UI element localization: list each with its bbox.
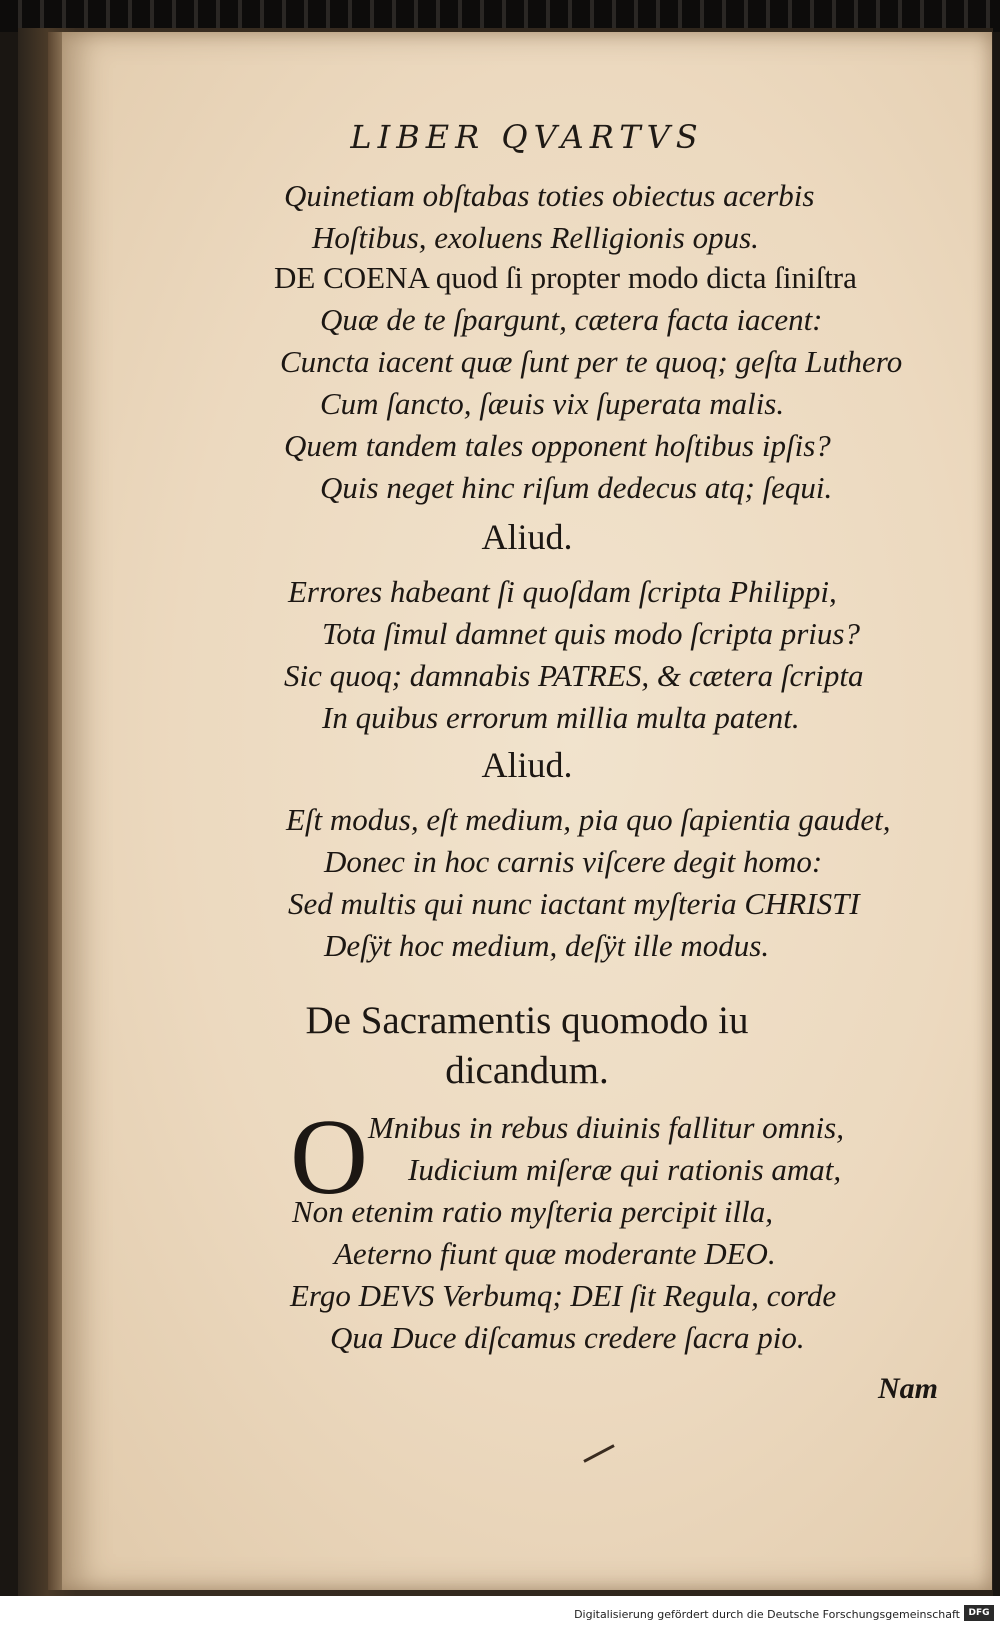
verse-line: Donec in hoc carnis viſcere degit homo:	[324, 844, 823, 879]
verse-line: Errores habeant ſi quoſdam ſcripta Philippi,	[288, 574, 837, 609]
decorated-initial: O	[290, 1098, 368, 1217]
verse-line: Hoſtibus, exoluens Relligionis opus.	[312, 220, 759, 255]
running-head: LIBER QVARTVS	[350, 118, 704, 156]
verse-line: Mnibus in rebus diuinis fallitur omnis,	[368, 1110, 844, 1145]
verse-line: Non etenim ratio myſteria percipit illa,	[292, 1194, 774, 1229]
dfg-logo-icon: DFG	[964, 1605, 994, 1621]
verse-line: DE COENA quod ſi propter modo dicta ſiniſtra	[274, 260, 857, 295]
book-page	[62, 32, 992, 1590]
verse-line: Cuncta iacent quæ ſunt per te quoq; geſta Luthero	[280, 344, 903, 379]
page-text	[62, 32, 992, 1590]
verse-line: Sic quoq; damnabis PATRES, & cætera ſcripta	[284, 658, 864, 693]
verse-line: Quis neget hinc riſum dedecus atq; ſequi.	[320, 470, 833, 505]
footer-credit: Digitalisierung gefördert durch die Deutsche Forschungsgemeinschaft	[574, 1608, 960, 1621]
section-heading-continued: dicandum.	[445, 1049, 609, 1092]
verse-line: In quibus errorum millia multa patent.	[322, 700, 800, 735]
verse-line: Qua Duce diſcamus credere ſacra pio.	[330, 1320, 805, 1355]
verse-line: Deſÿt hoc medium, deſÿt ille modus.	[324, 928, 770, 963]
verse-line: Quinetiam obſtabas toties obiectus acerbis	[284, 178, 815, 213]
verse-line: Cum ſancto, ſæuis vix ſuperata malis.	[320, 386, 785, 421]
verse-line: Tota ſimul damnet quis modo ſcripta prius?	[322, 616, 860, 651]
verse-line: Aeterno fiunt quæ moderante DEO.	[334, 1236, 776, 1271]
verse-line: Iudicium miſeræ qui rationis amat,	[408, 1152, 842, 1187]
catchword: Nam	[878, 1372, 938, 1405]
verse-line: Sed multis qui nunc iactant myſteria CHRISTI	[288, 886, 860, 921]
ink-mark	[583, 1444, 614, 1463]
verse-line: Quæ de te ſpargunt, cætera facta iacent:	[320, 302, 823, 337]
section-heading: Aliud.	[481, 745, 573, 785]
verse-line: Ergo DEVS Verbumq; DEI ſit Regula, corde	[290, 1278, 837, 1313]
verse-line: Eſt modus, eſt medium, pia quo ſapientia gaudet,	[286, 802, 891, 837]
verse-line: Quem tandem tales opponent hoſtibus ipſis?	[284, 428, 831, 463]
section-heading: De Sacramentis quomodo iu	[305, 999, 749, 1042]
section-heading: Aliud.	[481, 517, 573, 557]
